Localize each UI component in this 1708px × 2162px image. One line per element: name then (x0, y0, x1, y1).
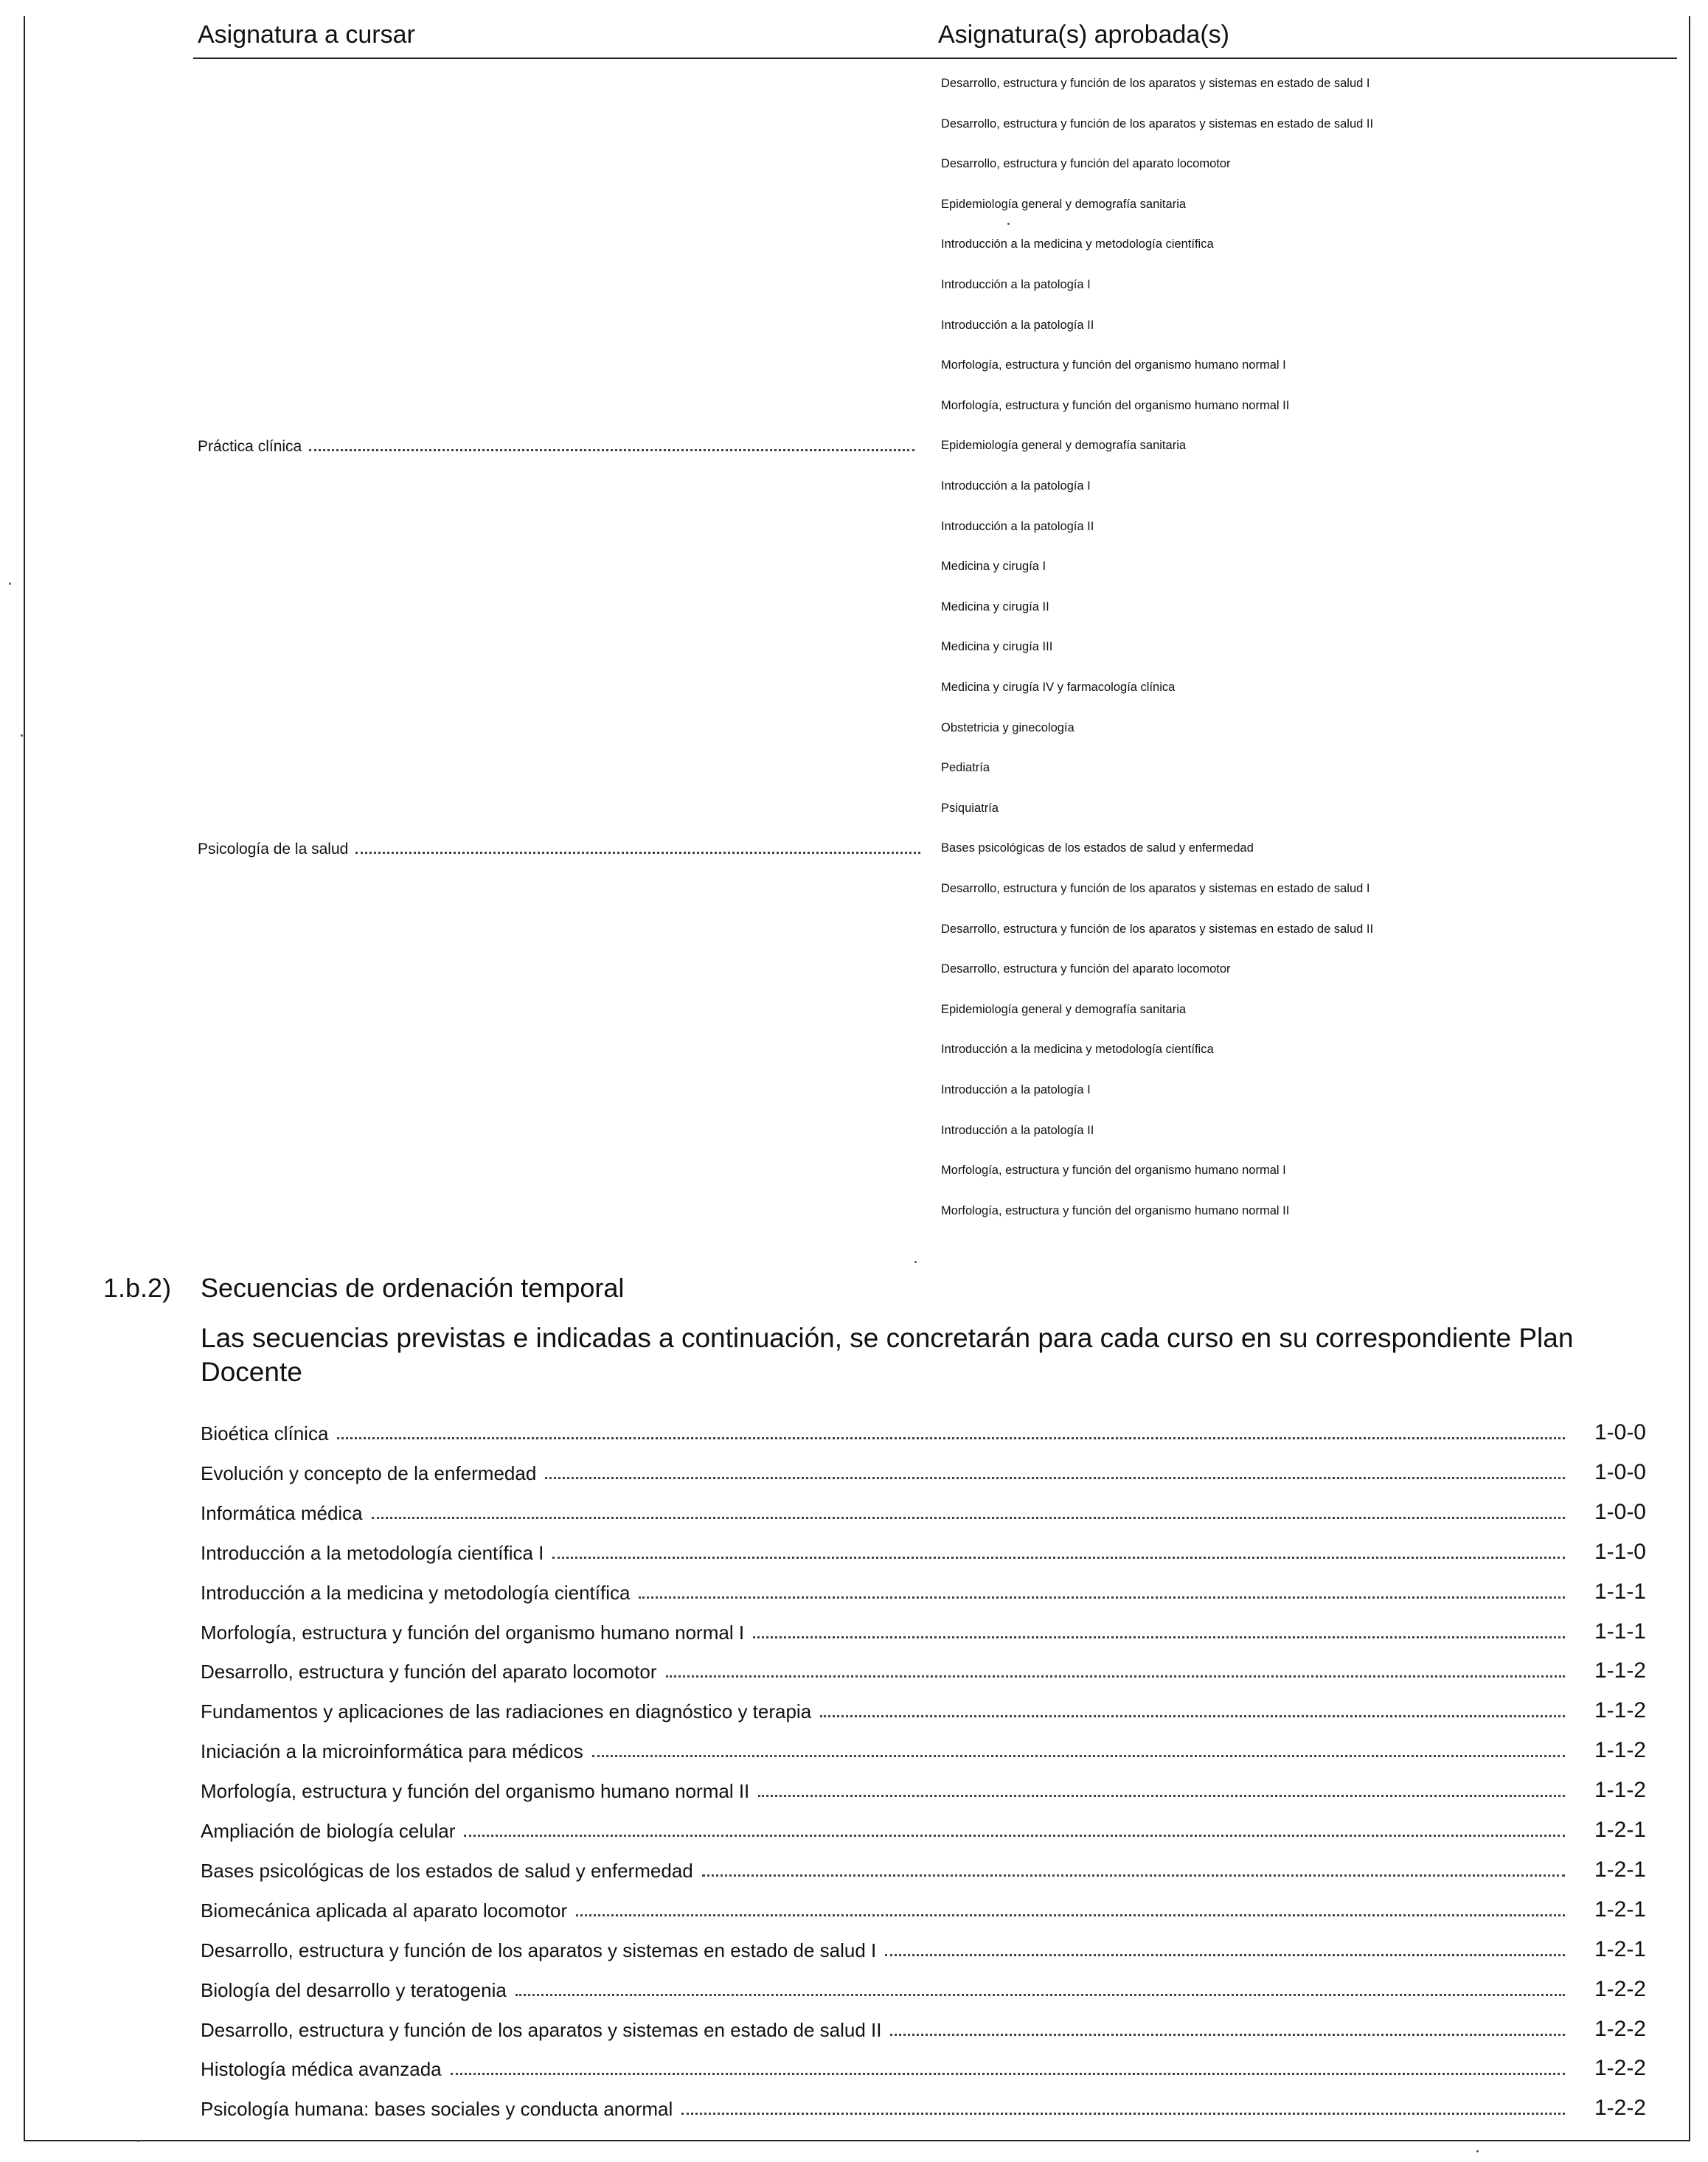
prerequisite-item: Pediatría (941, 761, 990, 774)
sequence-subject: Biomecánica aplicada al aparato locomotor (201, 1899, 568, 1922)
prerequisite-item: Introducción a la medicina y metodología científica (941, 1043, 1214, 1056)
prerequisite-item: Psiquiatría (941, 802, 999, 815)
sequence-row (201, 1615, 1646, 1644)
prerequisite-item: Morfología, estructura y función del organismo humano normal II (941, 399, 1290, 412)
dot-leader (545, 1477, 1565, 1479)
sequence-subject: Morfología, estructura y función del organismo humano normal I (201, 1622, 745, 1644)
sequence-code: 1-1-2 (1594, 1658, 1646, 1683)
prerequisite-item: Desarrollo, estructura y función del aparato locomotor (941, 157, 1231, 170)
prerequisite-item: Desarrollo, estructura y función del aparato locomotor (941, 962, 1231, 976)
sequence-code: 1-1-2 (1594, 1778, 1646, 1802)
dot-leader (592, 1755, 1565, 1757)
dot-leader (515, 1994, 1565, 1996)
subject-label: Práctica clínica (198, 438, 302, 455)
prerequisite-item: Medicina y cirugía I (941, 560, 1046, 573)
prerequisite-item: Desarrollo, estructura y función de los aparatos y sistemas en estado de salud II (941, 922, 1374, 936)
prerequisite-item: Medicina y cirugía IV y farmacología clínica (941, 681, 1176, 694)
sequence-code: 1-2-2 (1594, 1977, 1646, 2001)
sequence-code: 1-2-2 (1594, 2017, 1646, 2041)
sequence-subject: Histología médica avanzada (201, 2058, 442, 2080)
sequence-code: 1-0-0 (1594, 1500, 1646, 1524)
sequence-row (201, 1575, 1646, 1605)
prerequisite-item: Introducción a la patología II (941, 520, 1094, 533)
dot-leader (372, 1517, 1565, 1519)
sequence-code: 1-0-0 (1594, 1420, 1646, 1445)
sequence-subject: Evolución y concepto de la enfermedad (201, 1462, 537, 1484)
sequence-subject: Introducción a la medicina y metodología científica (201, 1582, 631, 1604)
sequence-subject: Desarrollo, estructura y función de los aparatos y sistemas en estado de salud II (201, 2019, 882, 2041)
dot-leader (666, 1675, 1565, 1678)
sequence-row (201, 2012, 1646, 2042)
sequence-subject: Bioética clínica (201, 1422, 329, 1445)
sequence-code: 1-1-1 (1594, 1619, 1646, 1644)
sequence-code: 1-1-0 (1594, 1540, 1646, 1564)
prerequisite-item: Introducción a la patología I (941, 479, 1091, 493)
prerequisite-item: Introducción a la patología I (941, 1083, 1091, 1096)
dot-leader (758, 1795, 1565, 1797)
sequence-subject: Introducción a la metodología científica I (201, 1542, 544, 1564)
dot-leader (464, 1835, 1565, 1837)
scan-speck (9, 583, 11, 585)
prerequisite-item: Desarrollo, estructura y función de los aparatos y sistemas en estado de salud I (941, 77, 1370, 90)
prerequisite-item: Introducción a la patología II (941, 1124, 1094, 1137)
dot-leader (576, 1914, 1565, 1916)
prerequisite-item: Morfología, estructura y función del organismo humano normal I (941, 1164, 1286, 1177)
sequence-code: 1-2-1 (1594, 1897, 1646, 1922)
prerequisite-item: Medicina y cirugía II (941, 600, 1049, 614)
sequence-code: 1-0-0 (1594, 1460, 1646, 1484)
sequence-subject: Biología del desarrollo y teratogenia (201, 1979, 507, 2001)
scan-speck (914, 1261, 917, 1263)
sequence-code: 1-1-2 (1594, 1698, 1646, 1723)
sequence-row (201, 1734, 1646, 1763)
dot-leader (451, 2073, 1565, 2075)
sequence-row (201, 1456, 1646, 1485)
dot-leader (355, 852, 920, 854)
sequence-subject: Ampliación de biología celular (201, 1820, 456, 1842)
prerequisite-item: Medicina y cirugía III (941, 640, 1053, 653)
section-number: 1.b.2) (103, 1273, 172, 1303)
sequence-row (201, 1495, 1646, 1525)
prerequisite-item: Desarrollo, estructura y función de los aparatos y sistemas en estado de salud I (941, 882, 1370, 895)
section-description: Las secuencias previstas e indicadas a continuación, se concretarán para cada curso en su correspondiente Plan Docente (201, 1323, 1574, 1387)
dot-leader (639, 1596, 1565, 1599)
scan-speck (137, 2140, 139, 2142)
sequence-row (201, 1535, 1646, 1565)
sequence-code: 1-2-2 (1594, 2056, 1646, 2080)
prerequisite-item: Desarrollo, estructura y función de los aparatos y sistemas en estado de salud II (941, 117, 1374, 131)
dot-leader (890, 2034, 1565, 2036)
sequence-row (201, 1654, 1646, 1683)
prerequisite-item: Bases psicológicas de los estados de salud y enfermedad (941, 841, 1254, 855)
sequence-row (201, 1813, 1646, 1843)
sequence-code: 1-2-1 (1594, 1937, 1646, 1961)
prerequisite-item: Introducción a la patología I (941, 278, 1091, 291)
sequence-row (201, 1416, 1646, 1445)
prerequisite-item: Morfología, estructura y función del organismo humano normal II (941, 1204, 1290, 1217)
sequence-row (201, 1853, 1646, 1883)
prerequisite-item: Epidemiología general y demografía sanitaria (941, 198, 1187, 211)
sequence-row (201, 2091, 1646, 2121)
subject-label: Psicología de la salud (198, 841, 349, 858)
dot-leader (552, 1557, 1565, 1559)
prerequisite-item: Introducción a la medicina y metodología científica (941, 237, 1214, 251)
sequence-row (201, 1694, 1646, 1723)
sequence-subject: Informática médica (201, 1502, 363, 1524)
sequence-code: 1-2-2 (1594, 2096, 1646, 2120)
dot-leader (885, 1954, 1565, 1956)
sequence-subject: Fundamentos y aplicaciones de las radiaciones en diagnóstico y terapia (201, 1700, 812, 1723)
sequence-subject: Psicología humana: bases sociales y conducta anormal (201, 2098, 673, 2120)
sequence-row (201, 1773, 1646, 1803)
scan-speck (1007, 223, 1010, 225)
dot-leader (309, 449, 914, 451)
prerequisite-item: Morfología, estructura y función del organismo humano normal I (941, 358, 1286, 372)
dot-leader (753, 1636, 1565, 1638)
sequence-code: 1-2-1 (1594, 1857, 1646, 1882)
sequence-row (201, 2051, 1646, 2081)
sequence-code: 1-1-1 (1594, 1579, 1646, 1604)
prerequisite-item: Epidemiología general y demografía sanitaria (941, 439, 1187, 452)
prerequisite-item: Obstetricia y ginecología (941, 721, 1075, 734)
dot-leader (820, 1715, 1565, 1717)
sequence-code: 1-1-2 (1594, 1738, 1646, 1762)
sequence-row (201, 1972, 1646, 2002)
prerequisite-item: Introducción a la patología II (941, 319, 1094, 332)
column-header-subject-to-take: Asignatura a cursar (198, 21, 415, 49)
column-header-approved-subjects: Asignatura(s) aprobada(s) (938, 21, 1229, 49)
header-rule (193, 58, 1677, 59)
dot-leader (702, 1874, 1565, 1877)
sequence-subject: Morfología, estructura y función del organismo humano normal II (201, 1780, 750, 1802)
scan-speck (1476, 2150, 1479, 2152)
section-title: Secuencias de ordenación temporal (201, 1273, 625, 1303)
prerequisite-item: Epidemiología general y demografía sanitaria (941, 1003, 1187, 1016)
sequence-row (201, 1893, 1646, 1922)
sequence-subject: Bases psicológicas de los estados de salud y enfermedad (201, 1860, 693, 1882)
scan-speck (21, 734, 23, 737)
subject-practica-clinica (198, 438, 914, 456)
sequence-subject: Desarrollo, estructura y función de los aparatos y sistemas en estado de salud I (201, 1939, 877, 1961)
sequence-subject: Iniciación a la microinformática para médicos (201, 1740, 583, 1762)
dot-leader (337, 1437, 1565, 1439)
sequence-row (201, 1933, 1646, 1962)
dot-leader (681, 2113, 1565, 2115)
subject-psicologia-de-la-salud (198, 841, 920, 858)
sequence-code: 1-2-1 (1594, 1818, 1646, 1842)
sequence-subject: Desarrollo, estructura y función del aparato locomotor (201, 1661, 657, 1683)
